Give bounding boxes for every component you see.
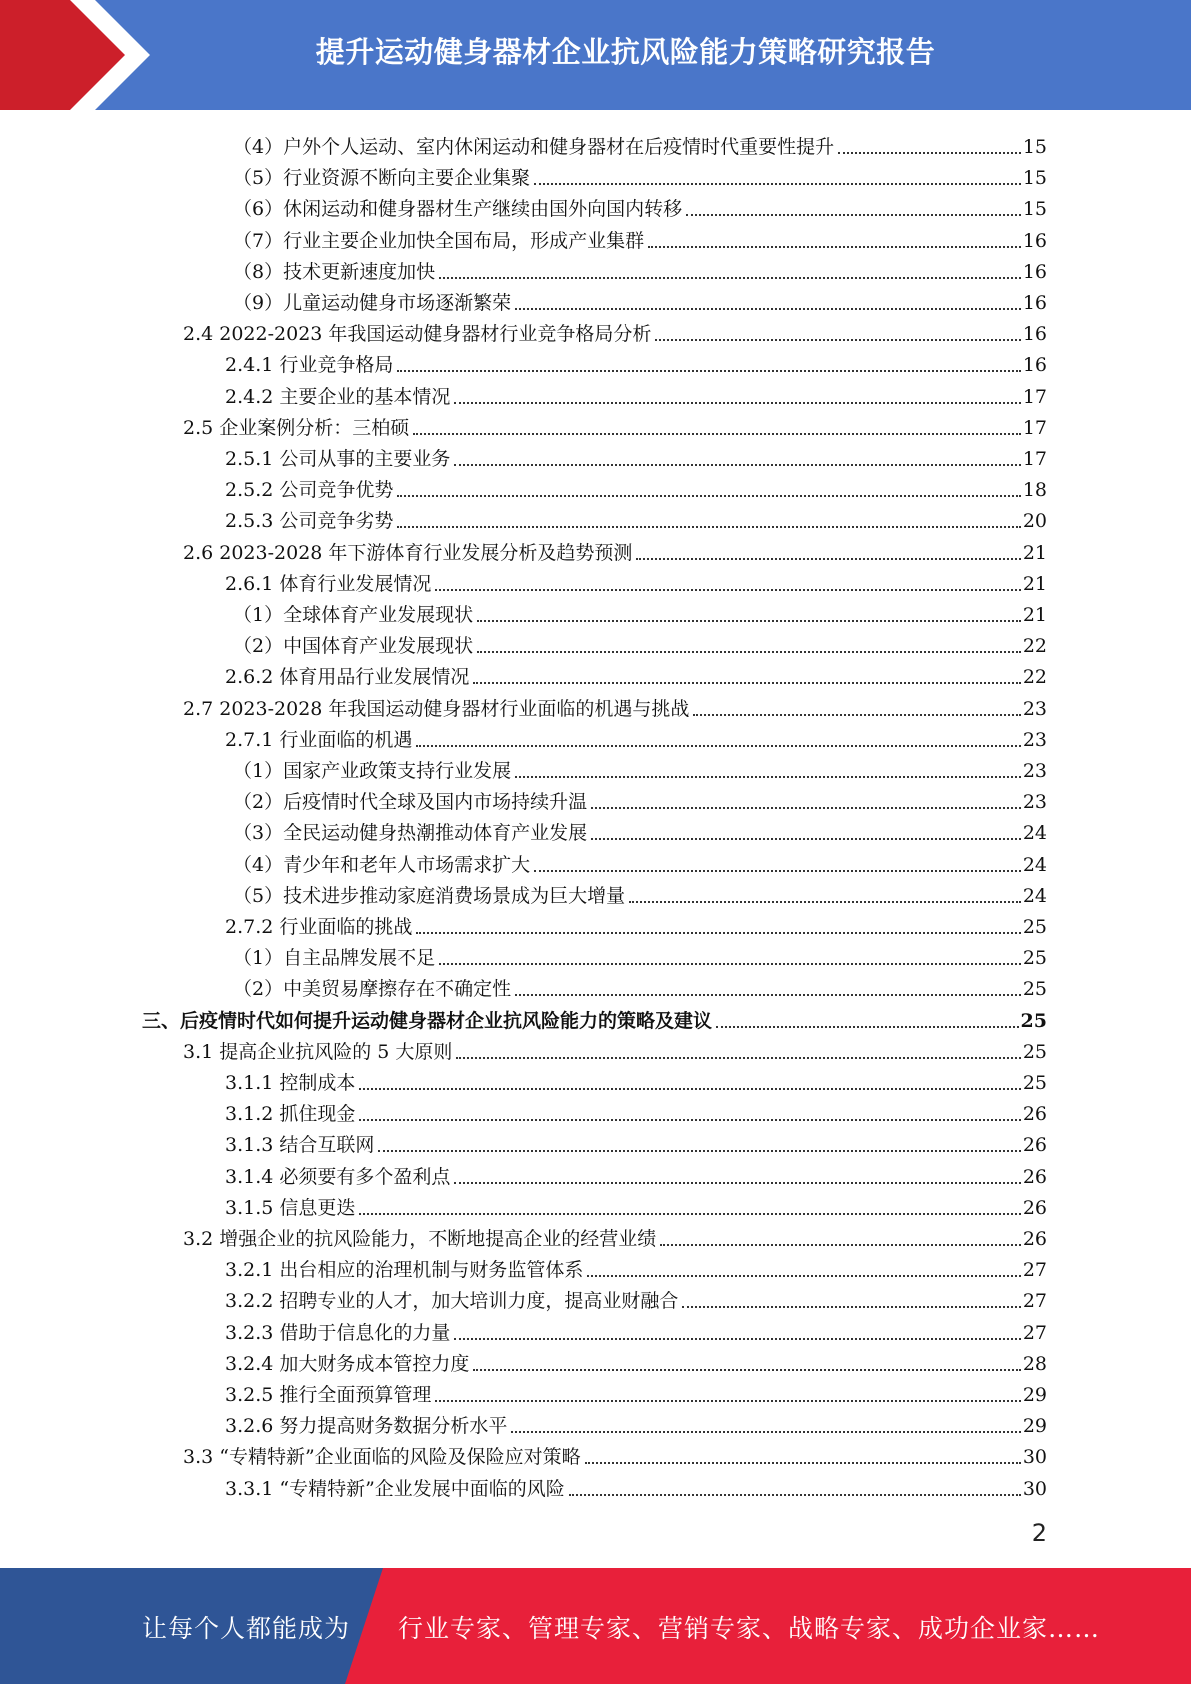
toc-entry-page: 25 bbox=[1022, 1072, 1047, 1094]
toc-entry-label: 3.1.5 信息更迭 bbox=[225, 1196, 356, 1219]
toc-entry[interactable] bbox=[225, 1064, 1047, 1095]
toc-leader-dots bbox=[397, 370, 1020, 372]
toc-leader-dots bbox=[636, 558, 1020, 560]
toc-entry[interactable] bbox=[233, 128, 1047, 159]
toc-entry[interactable] bbox=[225, 346, 1047, 377]
toc-entry-label: （9）儿童运动健身市场逐渐繁荣 bbox=[233, 292, 512, 314]
toc-entry[interactable] bbox=[225, 502, 1047, 533]
toc-entry[interactable] bbox=[183, 1220, 1047, 1251]
footer-slogan-right: 行业专家、管理专家、营销专家、战略专家、成功企业家…… bbox=[398, 1614, 1101, 1643]
toc-entry-page: 17 bbox=[1022, 416, 1047, 439]
toc-leader-dots bbox=[534, 183, 1021, 185]
toc-entry-page: 27 bbox=[1022, 1321, 1047, 1344]
toc-entry-label: 3.2.5 推行全面预算管理 bbox=[225, 1384, 432, 1406]
toc-entry-label: 2.7.1 行业面临的机遇 bbox=[225, 728, 413, 751]
toc-leader-dots bbox=[515, 994, 1021, 996]
toc-entry-page: 26 bbox=[1022, 1228, 1047, 1250]
toc-entry-page: 25 bbox=[1022, 1040, 1047, 1063]
report-title: 提升运动健身器材企业抗风险能力策略研究报告 bbox=[315, 35, 936, 69]
toc-leader-dots bbox=[838, 152, 1021, 154]
toc-entry-page: 16 bbox=[1022, 292, 1047, 314]
toc-entry-label: 3.2.1 出台相应的治理机制与财务监管体系 bbox=[225, 1259, 584, 1282]
toc-entry[interactable] bbox=[233, 284, 1047, 315]
toc-entry[interactable] bbox=[233, 783, 1047, 814]
toc-entry-label: 3.3.1 “专精特新”企业发展中面临的风险 bbox=[225, 1477, 565, 1500]
toc-entry-page: 26 bbox=[1022, 1165, 1047, 1188]
toc-entry-page: 26 bbox=[1022, 1103, 1047, 1126]
toc-leader-dots bbox=[439, 277, 1021, 279]
toc-entry-page: 16 bbox=[1022, 229, 1047, 252]
toc-entry-label: 3.2.4 加大财务成本管控力度 bbox=[225, 1352, 470, 1375]
toc-entry-label: 3.2.6 努力提高财务数据分析水平 bbox=[225, 1415, 508, 1438]
toc-entry-label: 3.1.1 控制成本 bbox=[225, 1072, 356, 1094]
toc-entry-label: （5）技术进步推动家庭消费场景成为巨大增量 bbox=[233, 884, 626, 907]
toc-entry[interactable] bbox=[225, 1251, 1047, 1282]
toc-leader-dots bbox=[511, 1431, 1020, 1433]
toc-entry-page: 24 bbox=[1022, 884, 1047, 907]
toc-leader-dots bbox=[456, 1057, 1020, 1059]
toc-entry-label: 2.7.2 行业面临的挑战 bbox=[225, 916, 413, 938]
toc-leader-dots bbox=[716, 1026, 1019, 1028]
toc-entry-page: 25 bbox=[1020, 1009, 1047, 1032]
toc-entry[interactable] bbox=[225, 908, 1047, 939]
toc-entry-label: 2.7 2023-2028 年我国运动健身器材行业面临的机遇与挑战 bbox=[183, 697, 690, 720]
toc-entry-page: 15 bbox=[1022, 198, 1047, 221]
toc-entry[interactable] bbox=[233, 877, 1047, 908]
toc-leader-dots bbox=[416, 745, 1020, 747]
toc-entry-label: 2.6 2023-2028 年下游体育行业发展分析及趋势预测 bbox=[183, 541, 633, 564]
toc-entry-page: 16 bbox=[1022, 323, 1047, 346]
toc-entry[interactable] bbox=[233, 596, 1047, 627]
toc-entry-label: 2.6.2 体育用品行业发展情况 bbox=[225, 666, 470, 689]
toc-leader-dots bbox=[591, 807, 1021, 809]
toc-leader-dots bbox=[413, 433, 1021, 435]
toc-entry-page: 24 bbox=[1022, 822, 1047, 845]
toc-entry-page: 27 bbox=[1022, 1259, 1047, 1282]
toc-entry[interactable] bbox=[183, 1033, 1047, 1064]
toc-entry-label: （1）全球体育产业发展现状 bbox=[233, 604, 474, 626]
toc-entry[interactable] bbox=[225, 1407, 1047, 1438]
toc-entry-label: 3.2 增强企业的抗风险能力，不断地提高企业的经营业绩 bbox=[183, 1228, 657, 1250]
toc-leader-dots bbox=[686, 214, 1021, 216]
toc-entry-page: 20 bbox=[1022, 510, 1047, 533]
toc-entry-label: 3.1 提高企业抗风险的 5 大原则 bbox=[183, 1040, 453, 1063]
toc-entry-page: 18 bbox=[1022, 479, 1047, 502]
toc-entry[interactable] bbox=[142, 1002, 1047, 1033]
toc-entry[interactable] bbox=[225, 1126, 1047, 1157]
toc-entry-page: 26 bbox=[1022, 1134, 1047, 1157]
toc-entry-label: 3.1.3 结合互联网 bbox=[225, 1134, 375, 1157]
toc-entry-label: 2.5 企业案例分析：三柏硕 bbox=[183, 416, 410, 439]
toc-entry-label: 三、后疫情时代如何提升运动健身器材企业抗风险能力的策略及建议 bbox=[142, 1009, 713, 1032]
toc-entry[interactable] bbox=[233, 814, 1047, 845]
page-header bbox=[0, 0, 1191, 110]
toc-entry[interactable] bbox=[225, 1158, 1047, 1189]
toc-leader-dots bbox=[693, 714, 1020, 716]
toc-entry-page: 26 bbox=[1022, 1196, 1047, 1219]
toc-entry-label: （6）休闲运动和健身器材生产继续由国外向国内转移 bbox=[233, 198, 683, 221]
toc-entry-page: 23 bbox=[1022, 791, 1047, 814]
toc-leader-dots bbox=[655, 339, 1020, 341]
toc-entry-page: 29 bbox=[1022, 1415, 1047, 1438]
toc-leader-dots bbox=[359, 1088, 1020, 1090]
toc-leader-dots bbox=[435, 1400, 1020, 1402]
toc-entry[interactable] bbox=[233, 222, 1047, 253]
toc-entry[interactable] bbox=[183, 409, 1047, 440]
toc-entry-label: （5）行业资源不断向主要企业集聚 bbox=[233, 167, 531, 190]
toc-leader-dots bbox=[682, 1306, 1020, 1308]
toc-entry-page: 25 bbox=[1022, 916, 1047, 938]
toc-entry-label: 3.1.4 必须要有多个盈利点 bbox=[225, 1165, 451, 1188]
toc-entry-page: 27 bbox=[1022, 1290, 1047, 1313]
toc-leader-dots bbox=[585, 1462, 1021, 1464]
toc-leader-dots bbox=[397, 495, 1020, 497]
toc-entry-page: 22 bbox=[1022, 635, 1047, 658]
toc-leader-dots bbox=[648, 246, 1021, 248]
toc-entry[interactable] bbox=[225, 1282, 1047, 1313]
toc-entry-page: 23 bbox=[1022, 697, 1047, 720]
toc-leader-dots bbox=[591, 838, 1021, 840]
toc-entry[interactable] bbox=[225, 1376, 1047, 1407]
toc-leader-dots bbox=[660, 1244, 1021, 1246]
toc-leader-dots bbox=[359, 1119, 1020, 1121]
toc-entry-page: 21 bbox=[1022, 541, 1047, 564]
toc-leader-dots bbox=[473, 682, 1020, 684]
toc-entry-page: 21 bbox=[1022, 572, 1047, 595]
toc-leader-dots bbox=[534, 870, 1021, 872]
toc-leader-dots bbox=[477, 620, 1021, 622]
toc-entry-label: 3.2.2 招聘专业的人才，加大培训力度，提高业财融合 bbox=[225, 1290, 679, 1313]
toc-entry-page: 25 bbox=[1022, 978, 1047, 1001]
toc-entry[interactable] bbox=[183, 690, 1047, 721]
toc-entry-page: 22 bbox=[1022, 666, 1047, 689]
page-footer bbox=[0, 1568, 1191, 1684]
toc-entry-page: 21 bbox=[1022, 604, 1047, 626]
toc-entry-label: 2.5.3 公司竞争劣势 bbox=[225, 510, 394, 533]
toc-entry[interactable] bbox=[225, 1314, 1047, 1345]
toc-entry-label: 2.5.2 公司竞争优势 bbox=[225, 479, 394, 502]
toc-leader-dots bbox=[454, 1182, 1020, 1184]
toc-entry-label: 2.4 2022-2023 年我国运动健身器材行业竞争格局分析 bbox=[183, 323, 652, 346]
toc-leader-dots bbox=[454, 1338, 1020, 1340]
toc-entry[interactable] bbox=[183, 534, 1047, 565]
toc-entry-page: 17 bbox=[1022, 385, 1047, 408]
toc-leader-dots bbox=[378, 1150, 1020, 1152]
toc-entry-label: 2.4.2 主要企业的基本情况 bbox=[225, 385, 451, 408]
toc-entry-page: 15 bbox=[1022, 167, 1047, 190]
toc-entry-page: 25 bbox=[1022, 947, 1047, 970]
toc-entry-label: （2）中国体育产业发展现状 bbox=[233, 635, 474, 658]
toc-entry-label: （4）青少年和老年人市场需求扩大 bbox=[233, 853, 531, 876]
toc-entry-label: 2.4.1 行业竞争格局 bbox=[225, 354, 394, 377]
toc-leader-dots bbox=[359, 1213, 1020, 1215]
toc-entry[interactable] bbox=[225, 471, 1047, 502]
toc-entry-label: （1）自主品牌发展不足 bbox=[233, 947, 436, 970]
toc-entry-label: 3.1.2 抓住现金 bbox=[225, 1103, 356, 1126]
toc-entry-label: （4）户外个人运动、室内休闲运动和健身器材在后疫情时代重要性提升 bbox=[233, 136, 835, 158]
toc-entry[interactable] bbox=[233, 970, 1047, 1001]
toc-entry-page: 17 bbox=[1022, 448, 1047, 470]
toc-leader-dots bbox=[473, 1369, 1020, 1371]
toc-entry-label: （8）技术更新速度加快 bbox=[233, 260, 436, 283]
toc-entry-label: （7）行业主要企业加快全国布局，形成产业集群 bbox=[233, 229, 645, 252]
toc-entry[interactable] bbox=[225, 721, 1047, 752]
toc-leader-dots bbox=[515, 776, 1021, 778]
toc-leader-dots bbox=[454, 402, 1020, 404]
toc-leader-dots bbox=[416, 932, 1020, 934]
toc-entry[interactable] bbox=[233, 939, 1047, 970]
toc-leader-dots bbox=[629, 901, 1021, 903]
toc-entry-page: 29 bbox=[1022, 1384, 1047, 1406]
toc-entry-label: （2）后疫情时代全球及国内市场持续升温 bbox=[233, 791, 588, 814]
toc-entry[interactable] bbox=[233, 846, 1047, 877]
toc-entry[interactable] bbox=[225, 1470, 1047, 1501]
toc-entry-page: 30 bbox=[1022, 1446, 1047, 1469]
toc-entry-page: 24 bbox=[1022, 853, 1047, 876]
toc-entry[interactable] bbox=[225, 1189, 1047, 1220]
toc-entry-page: 23 bbox=[1022, 760, 1047, 782]
toc-entry[interactable] bbox=[225, 565, 1047, 596]
toc-entry-label: 3.2.3 借助于信息化的力量 bbox=[225, 1321, 451, 1344]
toc-leader-dots bbox=[477, 651, 1021, 653]
toc-entry-label: （2）中美贸易摩擦存在不确定性 bbox=[233, 978, 512, 1001]
footer-slogan-left: 让每个人都能成为 bbox=[142, 1614, 351, 1643]
toc-entry-page: 30 bbox=[1022, 1477, 1047, 1500]
toc-entry[interactable] bbox=[183, 1438, 1047, 1469]
toc-entry[interactable] bbox=[233, 752, 1047, 783]
toc-leader-dots bbox=[515, 308, 1021, 310]
toc-leader-dots bbox=[439, 963, 1021, 965]
toc-entry[interactable] bbox=[225, 1345, 1047, 1376]
toc-entry-page: 16 bbox=[1022, 260, 1047, 283]
toc-entry[interactable] bbox=[233, 190, 1047, 221]
toc-entry-label: （3）全民运动健身热潮推动体育产业发展 bbox=[233, 822, 588, 845]
toc-entry-page: 16 bbox=[1022, 354, 1047, 377]
toc-entry[interactable] bbox=[233, 627, 1047, 658]
toc-leader-dots bbox=[397, 526, 1020, 528]
toc-leader-dots bbox=[587, 1275, 1020, 1277]
toc-entry[interactable] bbox=[225, 658, 1047, 689]
toc-leader-dots bbox=[569, 1494, 1021, 1496]
toc-entry-page: 28 bbox=[1022, 1352, 1047, 1375]
page-number: 2 bbox=[1031, 1519, 1047, 1547]
toc-entry-label: 2.5.1 公司从事的主要业务 bbox=[225, 448, 451, 470]
toc-entry[interactable] bbox=[233, 253, 1047, 284]
toc-leader-dots bbox=[435, 589, 1020, 591]
toc-entry-page: 15 bbox=[1022, 136, 1047, 158]
toc-entry-label: 2.6.1 体育行业发展情况 bbox=[225, 572, 432, 595]
toc-entry[interactable] bbox=[183, 315, 1047, 346]
toc-entry-page: 23 bbox=[1022, 728, 1047, 751]
toc-entry[interactable] bbox=[233, 159, 1047, 190]
toc-leader-dots bbox=[454, 464, 1020, 466]
toc-entry-label: 3.3 “专精特新”企业面临的风险及保险应对策略 bbox=[183, 1446, 581, 1469]
toc-entry-label: （1）国家产业政策支持行业发展 bbox=[233, 760, 512, 782]
toc-entry[interactable] bbox=[225, 440, 1047, 471]
toc-entry[interactable] bbox=[225, 378, 1047, 409]
toc-entry[interactable] bbox=[225, 1095, 1047, 1126]
